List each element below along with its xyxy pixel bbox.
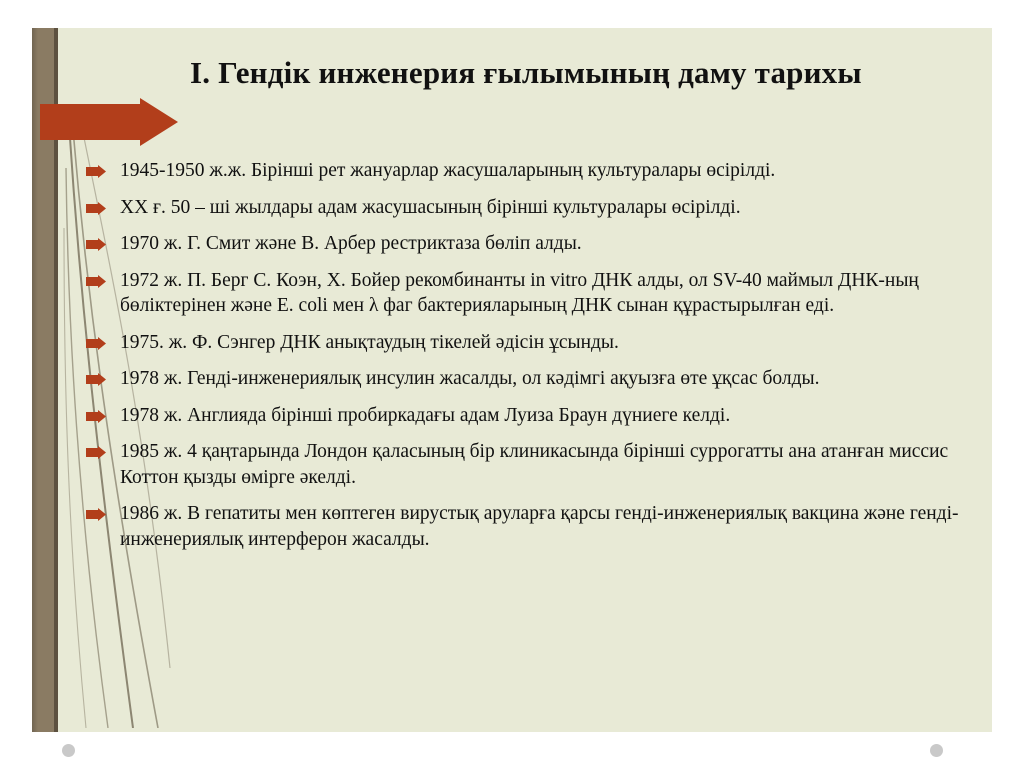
left-accent-band-edge [54,28,58,732]
arrow-bullet-icon [86,373,106,386]
page-title: I. Гендік инженерия ғылымының даму тарихы [190,55,862,90]
list-item [62,366,977,392]
canvas-edge-shadow [32,28,38,732]
list-item [62,403,977,429]
list-item-text: 1978 ж. Генді-инженериялық инсулин жасалды, ол кәдімгі ақуызға өте ұқсас болды. [120,368,820,390]
list-item-text: 1986 ж. В гепатиты мен көптеген вирустық аруларға қарсы генді-инженериялық вакцина және генді-инженериялық интерферон жасалды. [120,503,959,550]
list-item-text: 1972 ж. П. Берг С. Коэн, Х. Бойер рекомбинанты in vitro ДНК алды, ол SV-40 маймыл ДНК-ның бөліктерінен және E. coli мен λ фаг бактерияларының ДНК сынан құрастырылған еді. [120,269,919,317]
arrow-bullet-icon [86,238,106,251]
list-item-text: 1975. ж. Ф. Сэнгер ДНК анықтаудың тікелей әдісін ұсынды. [120,331,619,353]
arrow-bullet-icon [86,508,106,521]
list-item-text: XX ғ. 50 – ші жылдары адам жасушасының бірінші культуралары өсірілді. [120,196,741,218]
list-item [62,439,977,490]
dot-decoration [930,744,943,757]
arrow-bullet-icon [86,202,106,215]
list-item [62,231,977,257]
list-item [62,268,977,319]
slide-canvas [32,28,992,732]
bullet-list [62,158,977,563]
list-item [62,158,977,184]
arrow-bullet-icon [86,446,106,459]
page-margin-top [0,0,1024,28]
list-item [62,330,977,356]
arrow-bullet-icon [86,337,106,350]
dot-decoration [62,744,75,757]
list-item-text: 1945-1950 ж.ж. Бірінші рет жануарлар жасушаларының культуралары өсірілді. [120,160,776,181]
list-item-text: 1978 ж. Англияда бірінші пробиркадағы адам Луиза Браун дүниеге келді. [120,404,731,426]
list-item [62,501,977,552]
arrow-bullet-icon [86,410,106,423]
list-item-text: 1970 ж. Г. Смит және В. Арбер рестриктаза бөліп алды. [120,233,582,255]
arrow-bullet-icon [86,275,106,288]
list-item [62,195,977,221]
arrow-right-icon [40,98,180,146]
arrow-bullet-icon [86,165,106,178]
list-item-text: 1985 ж. 4 қаңтарында Лондон қаласының бір клиникасында бірінші суррогатты ана атанған миссис Коттон қызды өмірге әкелді. [120,441,949,488]
page-margin-bottom [0,732,1024,767]
